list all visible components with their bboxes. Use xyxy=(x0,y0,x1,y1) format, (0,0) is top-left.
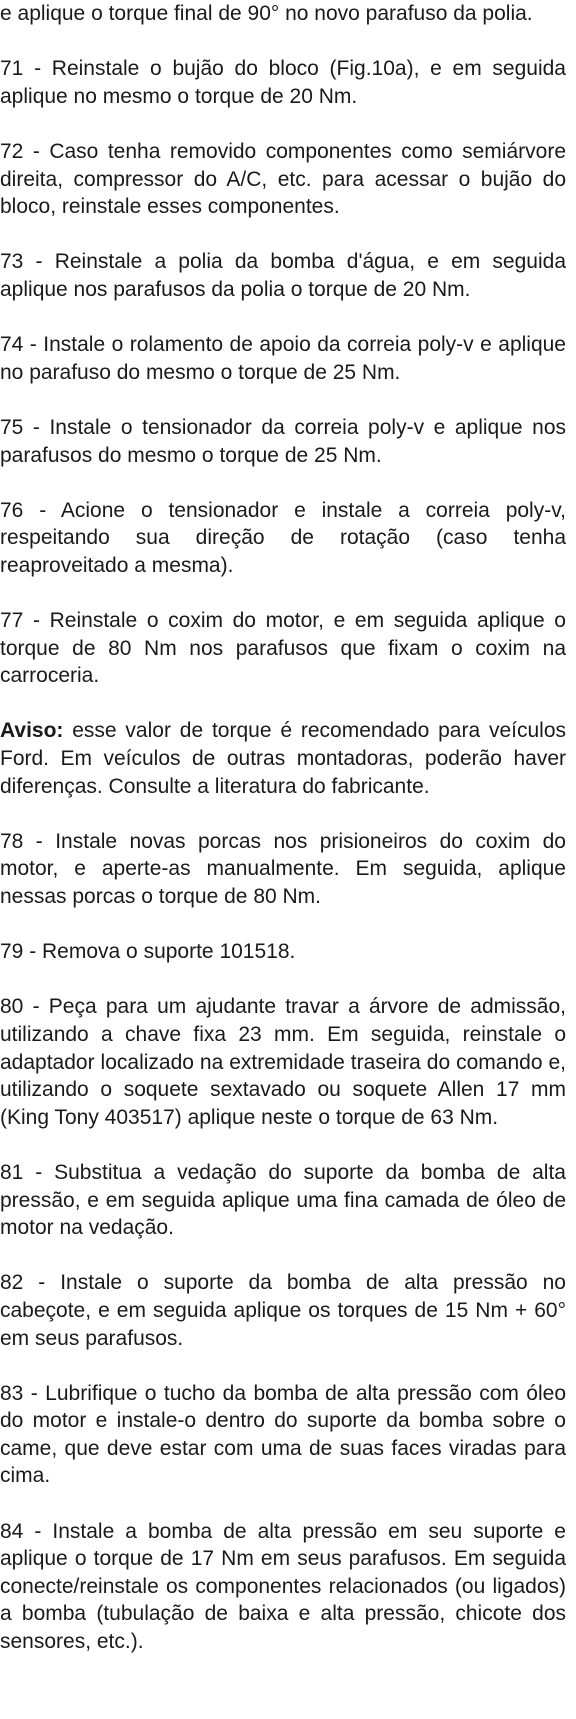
paragraph-continuation: e aplique o torque final de 90° no novo parafuso da polia. xyxy=(0,2,533,25)
step-75: 75 - Instale o tensionador da correia poly-v e aplique nos parafusos do mesmo o torque de 25 Nm. xyxy=(0,415,566,467)
step-72: 72 - Caso tenha removido componentes como semiárvore direita, compressor do A/C, etc. para acessar o bujão do bloco, reinstale esses componentes. xyxy=(0,139,566,219)
step-79: 79 - Remova o suporte 101518. xyxy=(0,940,296,964)
warning-label: Aviso: xyxy=(0,719,64,743)
step-76: 76 - Acione o tensionador e instale a correia poly-v, respeitando sua direção de rotação (caso tenha reaproveitado a mesma). xyxy=(0,498,566,577)
step-83: 83 - Lubrifique o tucho da bomba de alta pressão com óleo do motor e instale-o dentro do suporte da bomba sobre o came, que deve estar com uma de suas faces viradas para cima. xyxy=(0,1381,566,1488)
step-80: 80 - Peça para um ajudante travar a árvore de admissão, utilizando a chave fixa 23 mm. Em seguida, reinstale o adaptador localizado na extremidade traseira do comando e, utilizando o soquete sextavado ou soquete Allen 17 mm (King Tony 403517) aplique neste o torque de 63 Nm. xyxy=(0,995,566,1129)
step-71: 71 - Reinstale o bujão do bloco (Fig.10a), e em seguida aplique no mesmo o torque de 20 Nm. xyxy=(0,57,566,108)
step-82: 82 - Instale o suporte da bomba de alta pressão no cabeçote, e em seguida aplique os torques de 15 Nm + 60° em seus parafusos. xyxy=(0,1271,566,1350)
step-74: 74 - Instale o rolamento de apoio da correia poly-v e aplique no parafuso do mesmo o torque de 25 Nm. xyxy=(0,333,566,384)
step-78: 78 - Instale novas porcas nos prisioneiros do coxim do motor, e aperte-as manualmente. Em seguida, aplique nessas porcas o torque de 80 Nm. xyxy=(0,829,566,908)
step-77: 77 - Reinstale o coxim do motor, e em seguida aplique o torque de 80 Nm nos parafusos que fixam o coxim na carroceria. xyxy=(0,609,566,688)
step-84: 84 - Instale a bomba de alta pressão em seu suporte e aplique o torque de 17 Nm em seus parafusos. Em seguida conecte/reinstale os componentes relacionados (ou ligados) a bomba (tubulação de baixa e alta pressão, chicote dos sensores, etc.). xyxy=(0,1519,566,1654)
step-73: 73 - Reinstale a polia da bomba d'água, e em seguida aplique nos parafusos da polia o torque de 20 Nm. xyxy=(0,250,566,301)
step-81: 81 - Substitua a vedação do suporte da bomba de alta pressão, e em seguida aplique uma fina camada de óleo de motor na vedação. xyxy=(0,1160,566,1240)
warning-note xyxy=(0,717,566,800)
warning-text: esse valor de torque é recomendado para veículos Ford. Em veículos de outras montadoras, poderão haver diferenças. Consulte a literatura do fabricante. xyxy=(0,719,566,798)
